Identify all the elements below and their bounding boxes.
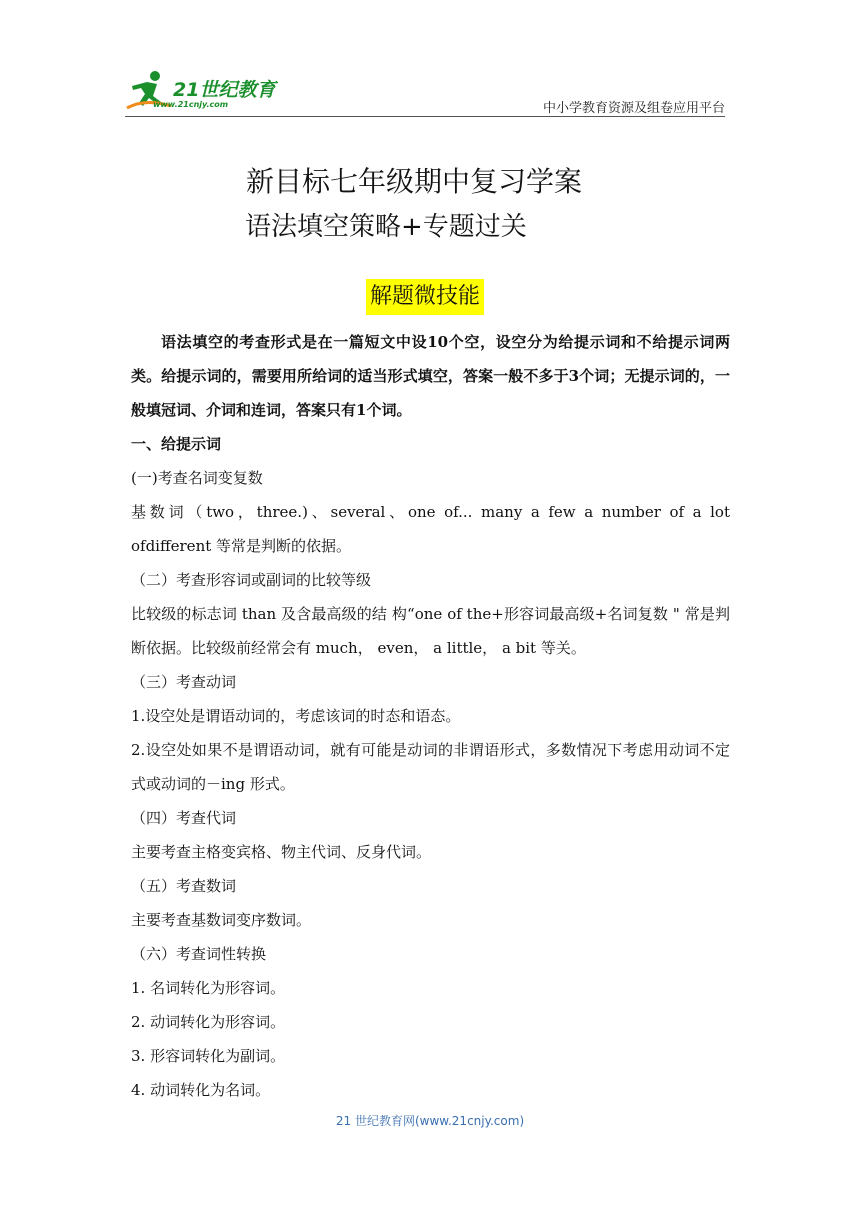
list-item: 1.设空处是谓语动词的，考虑该词的时态和语态。 (131, 707, 461, 725)
header-divider (125, 116, 725, 117)
part-heading: 一、给提示词 (131, 435, 222, 453)
page-title: 新目标七年级期中复习学案 (245, 165, 582, 198)
page-header (125, 66, 725, 120)
section-title: （六）考查词性转换 (131, 945, 267, 963)
page-footer: 21 世纪教育网(www.21cnjy.com) (335, 1114, 525, 1128)
list-item: 1. 名词转化为形容词。 (131, 979, 286, 997)
section-text: 基数词（two，three.)、several、one of... many a few a number of a lot ofdifferent 等常是判断的依据。 (131, 503, 730, 555)
list-item: 2.设空处如果不是谓语动词，就有可能是动词的非谓语形式，多数情况下考虑用动词不定式或动词的－ing 形式。 (131, 741, 730, 793)
logo (125, 66, 295, 120)
list-item: 3. 形容词转化为副词。 (131, 1047, 286, 1065)
intro-paragraph: 语法填空的考查形式是在一篇短文中设10个空，设空分为给提示词和不给提示词两类。给提示词的，需要用所给词的适当形式填空，答案一般不多于3个词；无提示词的，一般填冠词、介词和连词，答案只有1个词。 (131, 333, 730, 419)
section-title: （五）考查数词 (131, 877, 237, 895)
section-text: 主要考查基数词变序数词。 (131, 911, 312, 929)
logo-url: www.21cnjy.com (153, 100, 229, 109)
document-body (131, 325, 730, 1107)
section-text: 主要考查主格变宾格、物主代词、反身代词。 (131, 843, 432, 861)
logo-name: 21世纪教育 (173, 79, 276, 101)
section-title: （三）考查动词 (131, 673, 237, 691)
section-text: 比较级的标志词 than 及含最高级的结 构“one of the+形容词最高级+名词复数 " 常是判断依据。比较级前经常会有 much， even， a little， a bit 等关。 (131, 605, 730, 657)
list-item: 2. 动词转化为形容词。 (131, 1013, 286, 1031)
section-title: （四）考查代词 (131, 809, 237, 827)
section-title: (一)考查名词变复数 (131, 469, 263, 487)
list-item: 4. 动词转化为名词。 (131, 1081, 271, 1099)
page-subtitle: 语法填空策略+专题过关 (245, 212, 527, 242)
section-badge: 解题微技能 (366, 279, 484, 315)
platform-name: 中小学教育资源及组卷应用平台 (542, 101, 725, 116)
section-title: （二）考查形容词或副词的比较等级 (131, 571, 372, 589)
